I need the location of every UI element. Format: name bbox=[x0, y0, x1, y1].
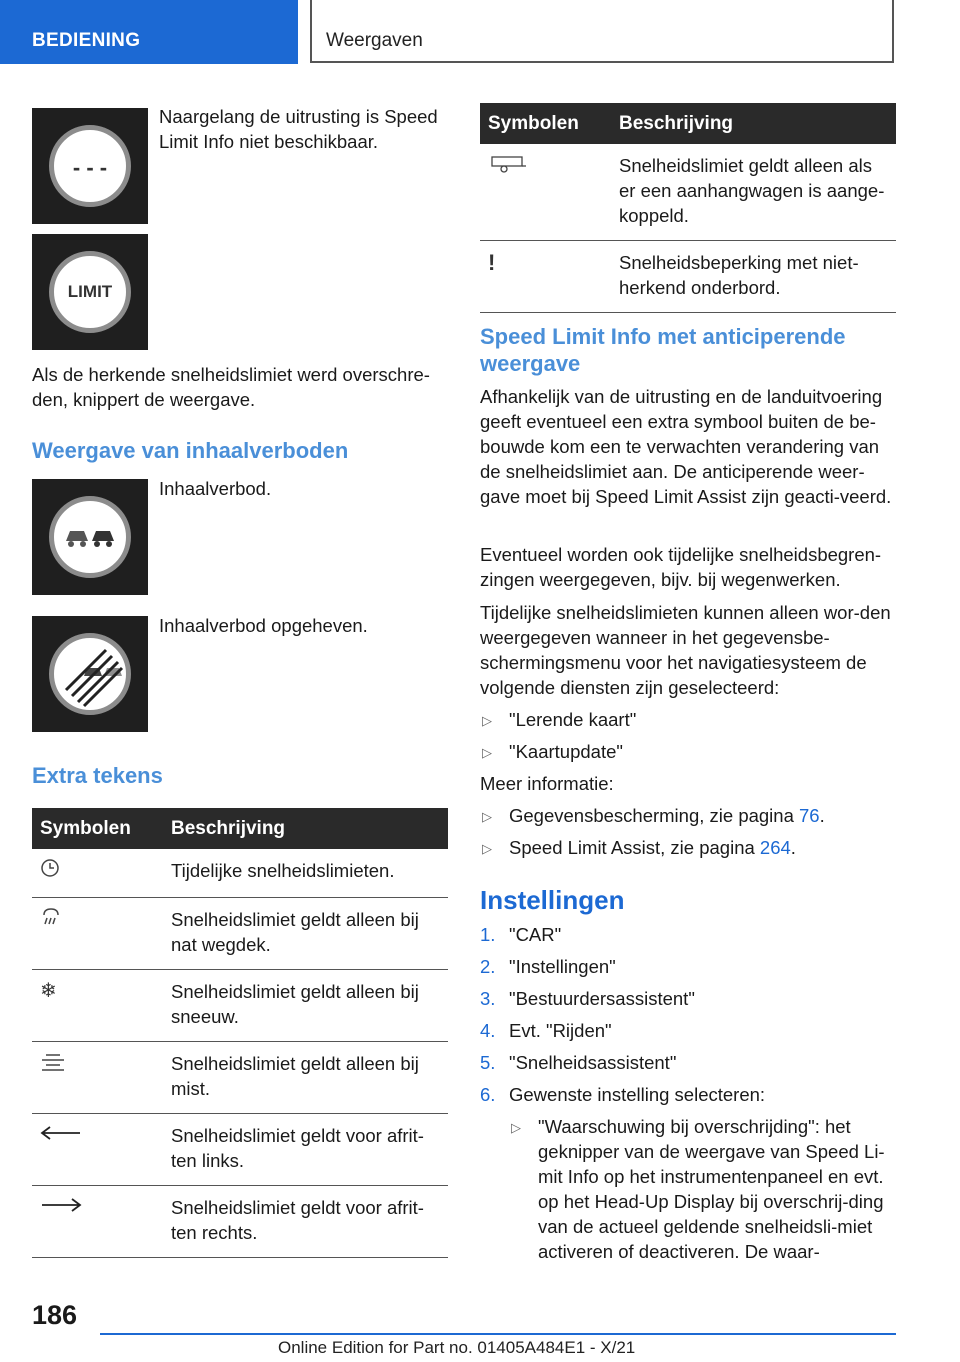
column-header: Symbolen bbox=[480, 103, 611, 144]
bullet-icon: ▷ bbox=[482, 841, 492, 856]
table-header-row bbox=[480, 103, 896, 144]
table-row bbox=[480, 144, 896, 241]
footer-rule bbox=[100, 1333, 896, 1335]
overtake-text: Inhaalverbod. bbox=[159, 478, 272, 499]
column-header: Symbolen bbox=[32, 808, 163, 849]
end-no-overtaking-sign bbox=[32, 616, 148, 732]
step-text: "Instellingen" bbox=[509, 956, 616, 977]
subsection-title: Weergaven bbox=[326, 30, 423, 51]
ref-text: Speed Limit Assist, zie pagina bbox=[509, 837, 760, 858]
step-number: 5. bbox=[480, 1052, 496, 1073]
page-link[interactable]: 264 bbox=[759, 837, 791, 858]
anticip-heading: Speed Limit Info met anticiperende weergave bbox=[480, 324, 846, 376]
anticip-paragraph-3: Tijdelijke snelheidslimieten kunnen alleen wor-den weergegeven wanneer in het gegevensbe-schermingsmenu voor het navigatiesysteem de volgende diensten zijn geselecteerd: bbox=[480, 602, 891, 698]
table-cell: Tijdelijke snelheidslimieten. bbox=[163, 849, 448, 898]
arrow-right-icon bbox=[40, 1195, 82, 1215]
blink-line-2: den, knippert de weergave. bbox=[32, 389, 256, 410]
no-overtaking-sign bbox=[32, 479, 148, 595]
trailer-icon bbox=[488, 153, 528, 175]
ref-item: Speed Limit Assist, zie pagina 264. bbox=[509, 837, 796, 858]
step-number: 3. bbox=[480, 988, 496, 1009]
fog-icon bbox=[40, 1051, 66, 1071]
bullet-icon: ▷ bbox=[482, 809, 492, 824]
table-row bbox=[32, 1114, 448, 1186]
intro-line-2: Limit Info niet beschikbaar. bbox=[159, 131, 379, 152]
step-text: Gewenste instelling selecteren: bbox=[509, 1084, 766, 1105]
sub-bullet-text: "Waarschuwing bij overschrijding": het geknipper van de weergave van Speed Li-mit Info op het instrumentenpaneel en evt. op het Head-Up Display bij overschrij-ding van de actueel geldende snelheidsli-miet activeren of deactiveren. De waar- bbox=[538, 1116, 885, 1262]
service-item: "Kaartupdate" bbox=[509, 741, 623, 762]
sign-dashes: - - - bbox=[72, 155, 108, 180]
bullet-icon: ▷ bbox=[482, 745, 492, 760]
subsection-tab bbox=[310, 0, 894, 63]
cars-icon bbox=[62, 519, 118, 555]
table-cell: Snelheidslimiet geldt alleen bij mist. bbox=[163, 1042, 448, 1114]
sign-limit-label: LIMIT bbox=[67, 282, 113, 301]
anticip-paragraph-2: Eventueel worden ook tijdelijke snelheidsbegren-zingen weergegeven, bijv. bij wegenwerken. bbox=[480, 544, 882, 590]
table-cell: Snelheidsbeperking met niet-herkend onderbord. bbox=[611, 241, 896, 313]
page-link[interactable]: 76 bbox=[799, 805, 820, 826]
step-text: "CAR" bbox=[509, 924, 562, 945]
settings-heading: Instellingen bbox=[480, 885, 625, 915]
table-header-row bbox=[32, 808, 448, 849]
snowflake-icon: ❄ bbox=[40, 980, 57, 1002]
table-row bbox=[32, 898, 448, 970]
exclamation-icon: ! bbox=[488, 250, 496, 275]
column-header: Beschrijving bbox=[611, 103, 896, 144]
service-item: "Lerende kaart" bbox=[509, 709, 637, 730]
ref-item: Gegevensbescherming, zie pagina 76. bbox=[509, 805, 825, 826]
column-header: Beschrijving bbox=[163, 808, 448, 849]
right-signs-table bbox=[480, 103, 896, 313]
step-text: Evt. "Rijden" bbox=[509, 1020, 612, 1041]
ref-text: Gegevensbescherming, zie pagina bbox=[509, 805, 800, 826]
bullet-icon: ▷ bbox=[511, 1120, 521, 1135]
table-row bbox=[32, 970, 448, 1042]
table-row bbox=[32, 1186, 448, 1258]
table-cell: Snelheidslimiet geldt voor afrit-ten links. bbox=[163, 1114, 448, 1186]
table-row bbox=[32, 1042, 448, 1114]
anticip-paragraph-1: Afhankelijk van de uitrusting en de landuitvoering geeft eventueel een extra symbool buiten de be-bouwde kom een te verwachten verandering van de snelheidslimiet aan. De anticiperende weer-gave moet bij Speed Limit Assist zijn geacti-veerd. bbox=[480, 386, 892, 507]
step-text: "Snelheidsassistent" bbox=[509, 1052, 677, 1073]
edition-text: Online Edition for Part no. 01405A484E1 - X/21 bbox=[278, 1338, 636, 1357]
overtake-end-text: Inhaalverbod opgeheven. bbox=[159, 615, 368, 636]
step-number: 1. bbox=[480, 924, 496, 945]
step-number: 4. bbox=[480, 1020, 496, 1041]
bullet-icon: ▷ bbox=[482, 713, 492, 728]
extra-heading: Extra tekens bbox=[32, 763, 163, 788]
table-cell: Snelheidslimiet geldt alleen bij sneeuw. bbox=[163, 970, 448, 1042]
clock-icon bbox=[40, 858, 60, 878]
more-info-label: Meer informatie: bbox=[480, 773, 614, 794]
step-number: 6. bbox=[480, 1084, 496, 1105]
table-cell: Snelheidslimiet geldt alleen als er een aanhangwagen is aange-koppeld. bbox=[611, 144, 896, 241]
table-cell: Snelheidslimiet geldt voor afrit-ten rechts. bbox=[163, 1186, 448, 1258]
intro-line-1: Naargelang de uitrusting is Speed bbox=[159, 106, 438, 127]
arrow-left-icon bbox=[40, 1123, 82, 1143]
section-title: BEDIENING bbox=[32, 30, 141, 51]
limit-sign bbox=[32, 234, 148, 350]
section-tab bbox=[0, 0, 298, 64]
speed-limit-unavailable-sign bbox=[32, 108, 148, 224]
step-text: "Bestuurdersassistent" bbox=[509, 988, 695, 1009]
extra-signs-table bbox=[32, 808, 448, 1258]
blink-line-1: Als de herkende snelheidslimiet werd overschre- bbox=[32, 364, 430, 385]
rain-icon bbox=[40, 907, 62, 927]
table-row bbox=[480, 241, 896, 313]
table-row bbox=[32, 849, 448, 898]
page-number: 186 bbox=[32, 1300, 78, 1330]
step-number: 2. bbox=[480, 956, 496, 977]
overtake-heading: Weergave van inhaalverboden bbox=[32, 438, 349, 463]
end-prohibition-icon bbox=[54, 638, 126, 710]
table-cell: Snelheidslimiet geldt alleen bij nat wegdek. bbox=[163, 898, 448, 970]
